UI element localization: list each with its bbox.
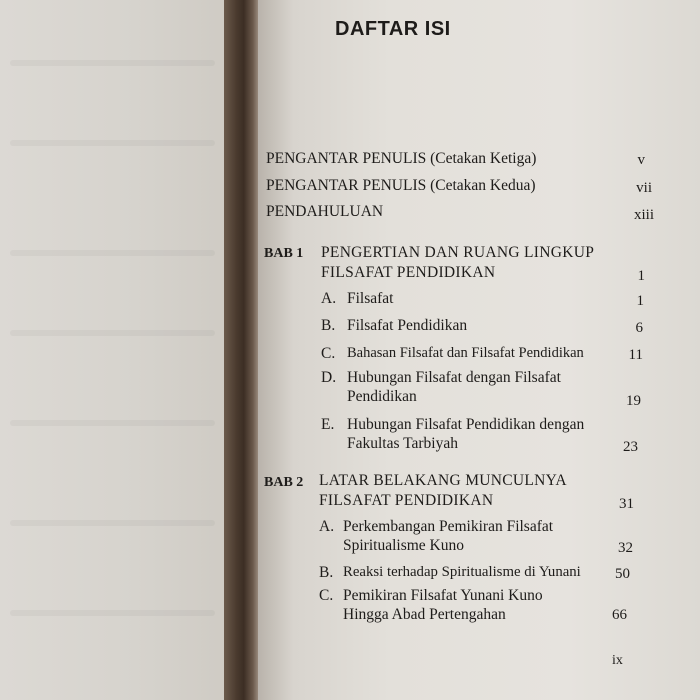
section-title: Filsafat Pendidikan [347, 317, 468, 334]
section-title: Reaksi terhadap Spiritualisme di Yunani [343, 564, 581, 580]
section-letter: E. [321, 416, 335, 433]
entry-label: PENDAHULUAN [266, 203, 384, 220]
chapter-title-line: PENGERTIAN DAN RUANG LINGKUP [321, 244, 595, 261]
entry-page: v [637, 152, 645, 168]
chapter-number: BAB 2 [264, 475, 304, 490]
section-title: Fakultas Tarbiyah [347, 435, 458, 452]
entry-label: PENGANTAR PENULIS (Cetakan Kedua) [266, 177, 536, 194]
section-title: Pendidikan [347, 388, 417, 405]
section-page: 11 [628, 347, 643, 363]
section-letter: A. [321, 290, 337, 307]
section-title: Hingga Abad Pertengahan [343, 606, 506, 623]
chapter-page: 1 [637, 268, 645, 284]
section-title: Bahasan Filsafat dan Filsafat Pendidikan [347, 345, 584, 361]
section-title: Pemikiran Filsafat Yunani Kuno [343, 587, 543, 604]
section-letter: C. [319, 587, 334, 604]
entry-page: vii [636, 180, 652, 196]
toc-heading: DAFTAR ISI [335, 18, 451, 40]
section-page: 32 [618, 540, 633, 556]
section-page: 66 [612, 607, 627, 623]
section-page: 19 [626, 393, 641, 409]
section-page: 1 [636, 293, 644, 309]
section-letter: B. [321, 317, 336, 334]
entry-page: xiii [633, 207, 654, 223]
section-title: Spiritualisme Kuno [343, 537, 464, 554]
book-gutter [224, 0, 260, 700]
section-title: Perkembangan Pemikiran Filsafat [343, 518, 554, 535]
section-page: 6 [635, 320, 643, 336]
chapter-page: 31 [619, 496, 634, 512]
entry-label: PENGANTAR PENULIS (Cetakan Ketiga) [266, 150, 537, 167]
page-folio: ix [612, 653, 623, 668]
chapter-number: BAB 1 [264, 246, 304, 261]
section-letter: B. [319, 564, 334, 581]
section-letter: C. [321, 345, 336, 362]
chapter-title-line: FILSAFAT PENDIDIKAN [321, 264, 496, 281]
section-page: 23 [623, 439, 638, 455]
section-title: Hubungan Filsafat dengan Filsafat [347, 369, 561, 386]
section-letter: A. [319, 518, 335, 535]
left-page [0, 0, 228, 700]
section-title: Hubungan Filsafat Pendidikan dengan [347, 416, 585, 433]
chapter-title-line: LATAR BELAKANG MUNCULNYA [319, 472, 567, 489]
section-letter: D. [321, 369, 337, 386]
section-title: Filsafat [347, 290, 394, 307]
section-page: 50 [615, 566, 630, 582]
chapter-title-line: FILSAFAT PENDIDIKAN [319, 492, 494, 509]
